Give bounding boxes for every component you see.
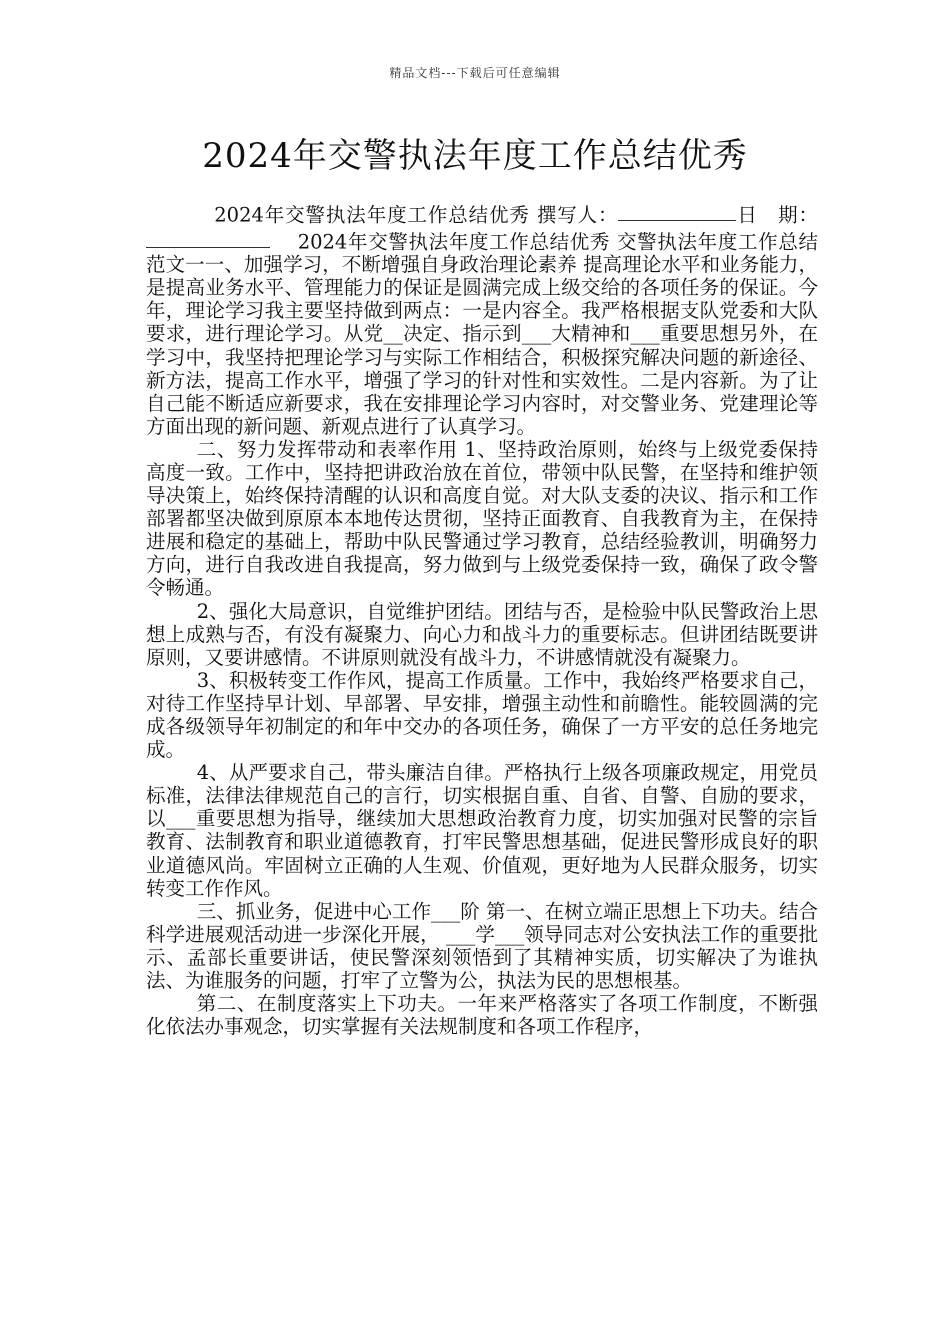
paragraph-7: 第二、在制度落实上下功夫。一年来严格落实了各项工作制度，不断强化依法办事观念，切实掌握有关法规制度和各项工作程序， [146, 992, 818, 1039]
header-note: 精品文档---下载后可任意编辑 [389, 66, 561, 80]
paragraph-4: 3、积极转变工作作风，提高工作质量。工作中，我始终严格要求自己，对待工作坚持早计划、早部署、早安排，增强主动性和前瞻性。能较圆满的完成各级领导年初制定的和年中交办的各项任务，确保了一方平安的总任务地完成。 [146, 668, 818, 762]
date-blank [146, 227, 270, 248]
paragraph-5: 4、从严要求自己，带头廉洁自律。严格执行上级各项廉政规定，用党员标准，法律法律规范自己的言行，切实根据自重、自省、自警、自励的要求，以___重要思想为指导，继续加大思想政治教育力度，切实加强对民警的宗旨教育、法制教育和职业道德教育，打牢民警思想基础，促进民警形成良好的职业道德风尚。牢固树立正确的人生观、价值观，更好地为人民群众服务，切实转变工作作风。 [146, 761, 818, 900]
paragraph-6: 三、抓业务，促进中心工作___阶 第一、在树立端正思想上下功夫。结合科学进展观活动进一步深化开展， ___学___领导同志对公安执法工作的重要批示、孟部长重要讲话，使民警深刻领悟到了其精神实质，切实解决了为谁执法、为谁服务的问题，打牢了立警为公，执法为民的思想根基。 [146, 899, 818, 993]
date-label: 日 期： [736, 203, 818, 227]
author-line: 2024年交警执法年度工作总结优秀 撰写人： [214, 203, 619, 227]
intro-text: 2024年交警执法年度工作总结优秀 交警执法年度工作总结范文一一、加强学习，不断增强自身政治理论素养 提高理论水平和业务能力，是提高业务水平、管理能力的保证是圆满完成上级交给的各项任务的保证。今年，理论学习我主要坚持做到两点：一是内容全。我严格根据支队党委和大队要求，进行理论学习。从党__决定、指示到___大精神和___重要思想另外，在学习中，我坚持把理论学习与实际工作相结合，积极探究解决问题的新途径、新方法，提高工作水平，增强了学习的针对性和实效性。二是内容新。为了让自己能不断适应新要求，我在安排理论学习内容时，对交警业务、党建理论等方面出现的新问题、新观点进行了认真学习。 [146, 230, 818, 438]
document-body [146, 200, 818, 1038]
paragraph-2: 二、努力发挥带动和表率作用 1、坚持政治原则，始终与上级党委保持高度一致。工作中，坚持把讲政治放在首位，带领中队民警，在坚持和维护领导决策上，始终保持清醒的认识和高度自觉。对大队支委的决议、指示和工作部署都坚决做到原原本本地传达贯彻，坚持正面教育、自我教育为主，在保持进展和稳定的基础上，帮助中队民警通过学习教育，总结经验教训，明确努力方向，进行自我改进自我提高，努力做到与上级党委保持一致，确保了政令警令畅通。 [146, 437, 818, 600]
intro-paragraph [146, 200, 818, 438]
paragraph-3: 2、强化大局意识，自觉维护团结。团结与否，是检验中队民警政治上思想上成熟与否，有没有凝聚力、向心力和战斗力的重要标志。但讲团结既要讲原则，又要讲感情。不讲原则就没有战斗力，不讲感情就没有凝聚力。 [146, 599, 818, 669]
author-blank [618, 200, 736, 221]
document-title: 2024年交警执法年度工作总结优秀 [202, 136, 748, 176]
